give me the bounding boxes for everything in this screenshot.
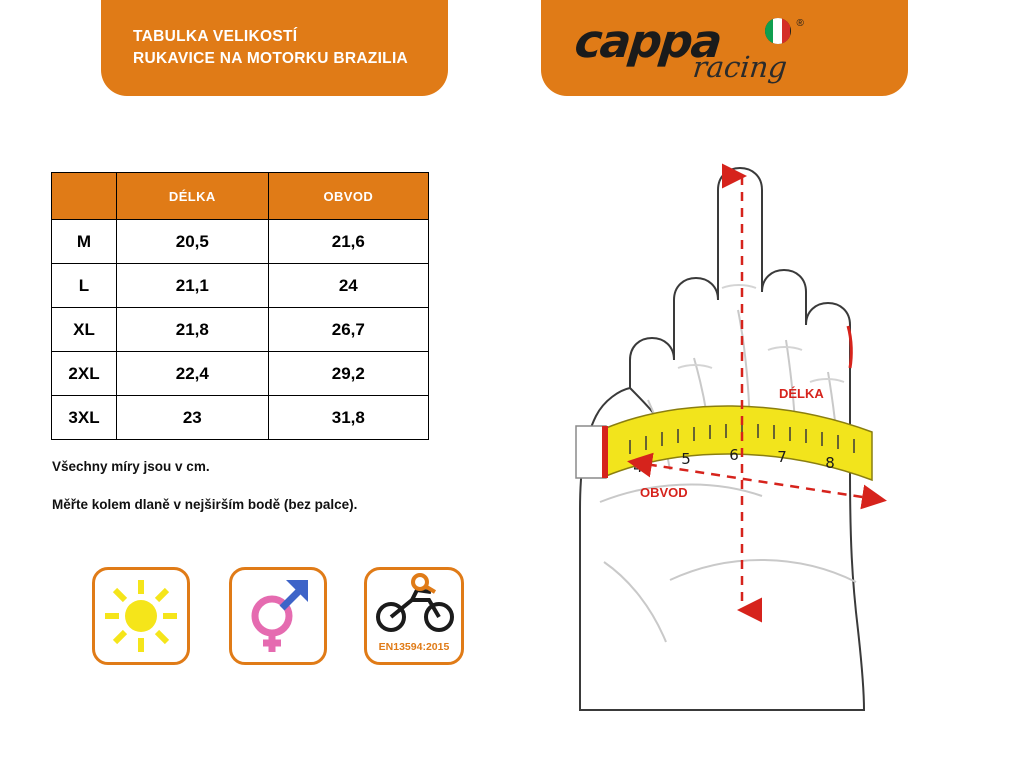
tape-number: 7 bbox=[777, 448, 787, 466]
sun-icon-box bbox=[92, 567, 190, 665]
table-row bbox=[52, 264, 429, 308]
size-table bbox=[51, 172, 429, 440]
circumference-label: OBVOD bbox=[640, 485, 688, 500]
row-delka-value: 23 bbox=[117, 396, 269, 440]
gender-icon-box bbox=[229, 567, 327, 665]
title-line-2-product: RUKAVICE NA MOTORKU bbox=[133, 50, 334, 67]
tape-number: 4 bbox=[633, 458, 643, 476]
gender-unisex-icon bbox=[232, 570, 324, 662]
table-header-row bbox=[52, 173, 429, 220]
motorcyclist-icon bbox=[367, 570, 461, 642]
row-size-label: 2XL bbox=[52, 352, 117, 396]
table-header-obvod: OBVOD bbox=[268, 173, 428, 220]
row-size-label: M bbox=[52, 220, 117, 264]
title-line-1: TABULKA VELIKOSTÍ bbox=[133, 28, 298, 45]
row-size-label: 3XL bbox=[52, 396, 117, 440]
table-row bbox=[52, 220, 429, 264]
italian-flag-icon bbox=[765, 18, 791, 44]
tape-number: 8 bbox=[825, 454, 835, 472]
hand-diagram bbox=[480, 110, 980, 730]
table-header-corner bbox=[52, 173, 117, 220]
logo-brand-text: cappa bbox=[571, 14, 723, 68]
row-size-label: L bbox=[52, 264, 117, 308]
row-obvod-value: 26,7 bbox=[268, 308, 428, 352]
row-size-label: XL bbox=[52, 308, 117, 352]
certification-label: EN13594:2015 bbox=[378, 641, 450, 653]
table-row bbox=[52, 308, 429, 352]
row-obvod-value: 29,2 bbox=[268, 352, 428, 396]
registered-mark: ® bbox=[796, 18, 804, 29]
table-row bbox=[52, 352, 429, 396]
brand-logo bbox=[571, 12, 875, 84]
title-line-2 bbox=[133, 48, 408, 70]
title-line-2-model: BRAZILIA bbox=[333, 50, 409, 67]
tape-number: 5 bbox=[681, 450, 691, 468]
title-banner bbox=[101, 0, 448, 96]
row-delka-value: 22,4 bbox=[117, 352, 269, 396]
length-label: DÉLKA bbox=[779, 386, 824, 401]
row-delka-value: 20,5 bbox=[117, 220, 269, 264]
row-delka-value: 21,1 bbox=[117, 264, 269, 308]
row-obvod-value: 24 bbox=[268, 264, 428, 308]
logo-banner bbox=[541, 0, 908, 96]
row-delka-value: 21,8 bbox=[117, 308, 269, 352]
table-row bbox=[52, 396, 429, 440]
sun-icon bbox=[95, 570, 187, 662]
note-units: Všechny míry jsou v cm. bbox=[52, 459, 210, 474]
row-obvod-value: 21,6 bbox=[268, 220, 428, 264]
note-measure-instruction: Měřte kolem dlaně v nejširším bodě (bez palce). bbox=[52, 497, 358, 512]
certification-icon-box bbox=[364, 567, 464, 665]
table-header-delka: DÉLKA bbox=[117, 173, 269, 220]
logo-sub-text: racing bbox=[690, 50, 789, 84]
row-obvod-value: 31,8 bbox=[268, 396, 428, 440]
tape-number: 6 bbox=[729, 446, 739, 464]
